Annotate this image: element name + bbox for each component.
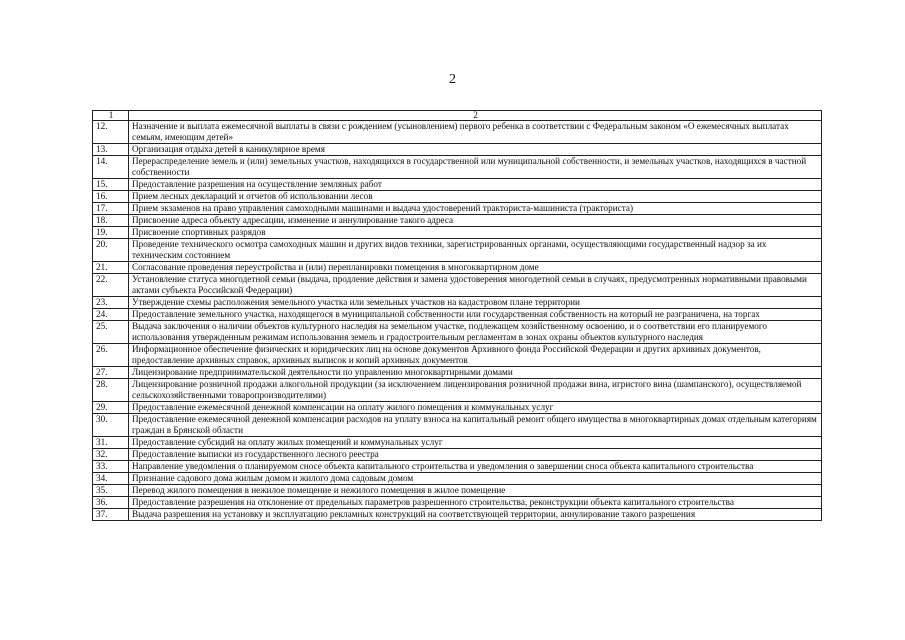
row-number: 19. (93, 227, 129, 239)
table-row (93, 509, 822, 521)
service-name: Предоставление ежемесячной денежной компенсации расходов на уплату взноса на капитальный ремонт общего имущества в многоквартирных домах отдельным категориям граждан в Брянской области (129, 414, 822, 437)
row-number: 27. (93, 367, 129, 379)
row-number: 23. (93, 297, 129, 309)
table-row (93, 203, 822, 215)
table-row (93, 344, 822, 367)
table-row (93, 309, 822, 321)
table-row (93, 402, 822, 414)
service-name: Организация отдыха детей в каникулярное время (129, 144, 822, 156)
row-number: 25. (93, 321, 129, 344)
table-row (93, 144, 822, 156)
service-name: Утверждение схемы расположения земельного участка или земельных участков на кадастровом плане территории (129, 297, 822, 309)
table-row (93, 473, 822, 485)
row-number: 24. (93, 309, 129, 321)
table-row (93, 179, 822, 191)
row-number: 35. (93, 485, 129, 497)
table-row (93, 414, 822, 437)
service-name: Прием экзаменов на право управления самоходными машинами и выдача удостоверений тракториста-машиниста (тракториста) (129, 203, 822, 215)
table-row (93, 485, 822, 497)
service-name: Предоставление субсидий на оплату жилых помещений и коммунальных услуг (129, 437, 822, 449)
table-row (93, 297, 822, 309)
service-name: Присвоение спортивных разрядов (129, 227, 822, 239)
table-row (93, 156, 822, 179)
service-name: Лицензирование розничной продажи алкогольной продукции (за исключением лицензирования розничной продажи вина, игристого вина (шампанского), осуществляемой сельскохозяйственными товаропроизводителями) (129, 379, 822, 402)
row-number: 16. (93, 191, 129, 203)
service-name: Информационное обеспечение физических и юридических лиц на основе документов Архивного фонда Российской Федерации и других архивных документов, предоставление архивных справок, архивных выписок и копий архивных документов (129, 344, 822, 367)
row-number: 17. (93, 203, 129, 215)
table-row (93, 461, 822, 473)
row-number: 21. (93, 262, 129, 274)
services-table (92, 110, 822, 521)
row-number: 33. (93, 461, 129, 473)
page-number: 2 (449, 72, 456, 87)
row-number: 26. (93, 344, 129, 367)
service-name: Назначение и выплата ежемесячной выплаты в связи с рождением (усыновлением) первого ребенка в соответствии с Федеральным законом «О ежемесячных выплатах семьям, имеющим детей» (129, 121, 822, 144)
row-number: 22. (93, 274, 129, 297)
column-header-name: 2 (129, 111, 822, 121)
table-row (93, 262, 822, 274)
table-row (93, 379, 822, 402)
table-row (93, 239, 822, 262)
service-name: Предоставление ежемесячной денежной компенсации на оплату жилого помещения и коммунальных услуг (129, 402, 822, 414)
row-number: 15. (93, 179, 129, 191)
table-row (93, 191, 822, 203)
service-name: Перевод жилого помещения в нежилое помещение и нежилого помещения в жилое помещение (129, 485, 822, 497)
row-number: 13. (93, 144, 129, 156)
row-number: 18. (93, 215, 129, 227)
row-number: 34. (93, 473, 129, 485)
row-number: 14. (93, 156, 129, 179)
service-name: Признание садового дома жилым домом и жилого дома садовым домом (129, 473, 822, 485)
table-row (93, 437, 822, 449)
service-name: Предоставление выписки из государственного лесного реестра (129, 449, 822, 461)
table-row (93, 227, 822, 239)
service-name: Установление статуса многодетной семьи (выдача, продление действия и замена удостоверения многодетной семьи в случаях, предусмотренных нормативными правовыми актами субъекта Российской Федерации) (129, 274, 822, 297)
table-row (93, 321, 822, 344)
table-row (93, 449, 822, 461)
table-row (93, 215, 822, 227)
service-name: Лицензирование предпринимательской деятельности по управлению многоквартирными домами (129, 367, 822, 379)
row-number: 36. (93, 497, 129, 509)
service-name: Направление уведомления о планируемом сносе объекта капитального строительства и уведомления о завершении сноса объекта капитального строительства (129, 461, 822, 473)
table-header-row (93, 111, 822, 121)
row-number: 31. (93, 437, 129, 449)
service-name: Присвоение адреса объекту адресации, изменение и аннулирование такого адреса (129, 215, 822, 227)
table-row (93, 274, 822, 297)
service-name: Предоставление земельного участка, находящегося в муниципальной собственности или государственная собственность на который не разграничена, на торгах (129, 309, 822, 321)
service-name: Прием лесных деклараций и отчетов об использовании лесов (129, 191, 822, 203)
column-header-number: 1 (93, 111, 129, 121)
service-name: Перераспределение земель и (или) земельных участков, находящихся в государственной или муниципальной собственности, и земельных участков, находящихся в частной собственности (129, 156, 822, 179)
row-number: 29. (93, 402, 129, 414)
service-name: Выдача разрешения на установку и эксплуатацию рекламных конструкций на соответствующей территории, аннулирование такого разрешения (129, 509, 822, 521)
table-row (93, 121, 822, 144)
row-number: 28. (93, 379, 129, 402)
row-number: 20. (93, 239, 129, 262)
service-name: Выдача заключения о наличии объектов культурного наследия на земельном участке, подлежащем хозяйственному освоению, и о соответствии его планируемого использования утвержденным режимам использования земель и градостроительным регламентам в зонах охраны объектов культурного наследия (129, 321, 822, 344)
row-number: 12. (93, 121, 129, 144)
row-number: 37. (93, 509, 129, 521)
service-name: Предоставление разрешения на отклонение от предельных параметров разрешенного строительства, реконструкции объекта капитального строительства (129, 497, 822, 509)
service-name: Согласование проведения переустройства и (или) перепланировки помещения в многоквартирном доме (129, 262, 822, 274)
table-row (93, 367, 822, 379)
row-number: 30. (93, 414, 129, 437)
service-name: Проведение технического осмотра самоходных машин и других видов техники, зарегистрированных органами, осуществляющими государственный надзор за их техническим состоянием (129, 239, 822, 262)
table-row (93, 497, 822, 509)
service-name: Предоставление разрешения на осуществление земляных работ (129, 179, 822, 191)
row-number: 32. (93, 449, 129, 461)
